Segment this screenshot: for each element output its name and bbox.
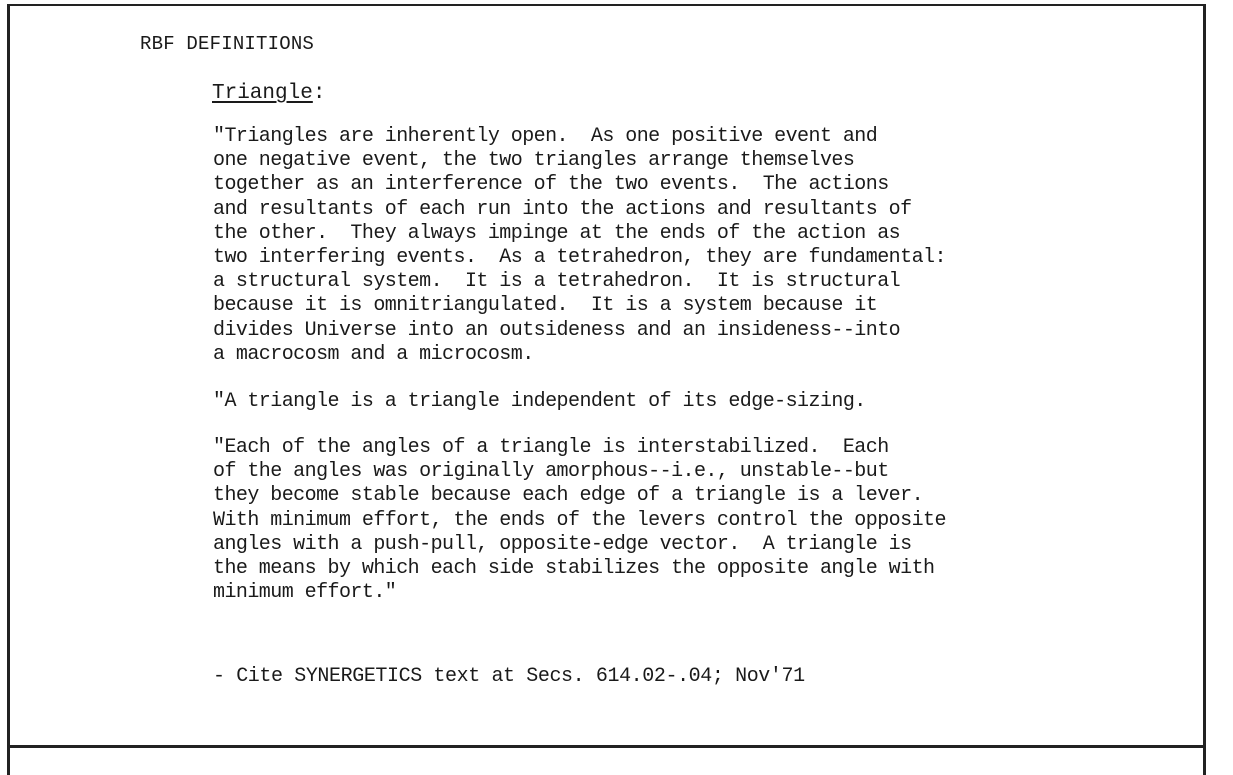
text-line: angles with a push-pull, opposite-edge vector. A triangle is [213,532,912,556]
citation: - Cite SYNERGETICS text at Secs. 614.02-.04; Nov'71 [213,665,805,688]
document-header: RBF DEFINITIONS [140,33,315,55]
text-line: because it is omnitriangulated. It is a system because it [213,294,878,318]
term-word: Triangle [212,82,313,105]
text-line: the other. They always impinge at the ends of the action as [213,221,901,245]
text-line: "A triangle is a triangle independent of its edge-sizing. [213,390,866,413]
term-heading [212,82,325,105]
text-line: divides Universe into an outsideness and an insideness--into [213,318,901,342]
definition-paragraph-1 [213,125,946,367]
term-colon: : [312,82,326,105]
definition-paragraph-3 [213,436,946,605]
text-line: one negative event, the two triangles arrange themselves [213,149,855,173]
text-line: two interfering events. As a tetrahedron, they are fundamental: [213,246,946,270]
text-line: of the angles was originally amorphous--i.e., unstable--but [213,460,889,484]
definition-paragraph-2 [213,390,866,414]
text-line: and resultants of each run into the actions and resultants of [213,197,912,221]
text-line: a structural system. It is a tetrahedron. It is structural [213,270,901,294]
text-line: "Triangles are inherently open. As one positive event and [213,125,878,148]
text-line: "Each of the angles of a triangle is interstabilized. Each [213,436,889,459]
text-line: the means by which each side stabilizes the opposite angle with [213,557,935,581]
text-line: With minimum effort, the ends of the levers control the opposite [213,508,946,532]
text-line: minimum effort." [213,581,397,605]
definition-card [7,4,1206,748]
text-line: together as an interference of the two events. The actions [213,173,889,197]
text-line: they become stable because each edge of a triangle is a lever. [213,484,924,508]
text-line: a macrocosm and a microcosm. [213,342,534,366]
next-card-edge [7,748,1206,775]
